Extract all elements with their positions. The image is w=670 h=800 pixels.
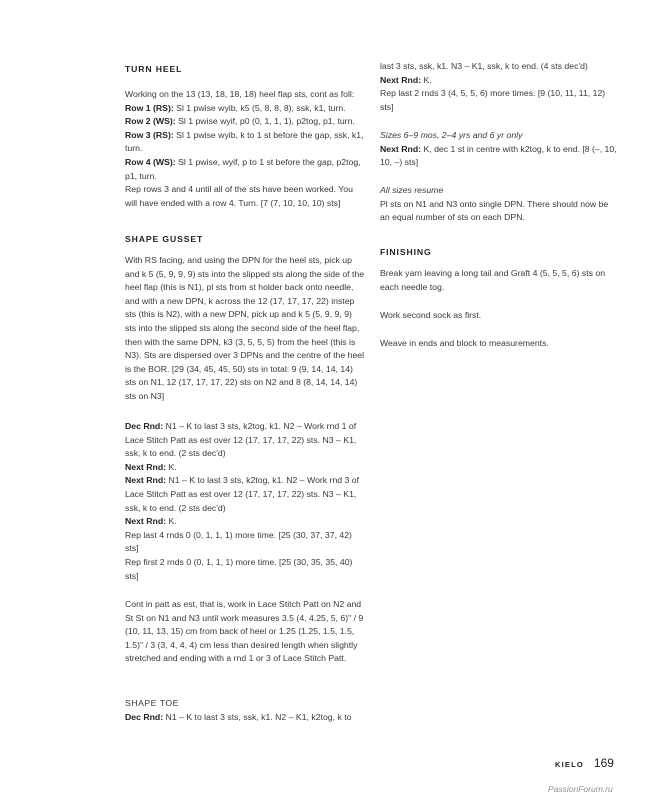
row-3-label: Row 3 (RS): bbox=[125, 129, 174, 140]
gusset-cont: Cont in patt as est, that is, work in Lace Stitch Patt on N2 and St St on N1 and N3 until work measures 3.5 (4, 4.25, 5, 6)" / 9 (10, 11, 13, 15) cm from back of heel or 1.25 (1.25, 1.5, 1.5, 1.5)" / 3 (3, 4, 4, 4) cm less than desired length when slightly stretched and ending with a rnd 1 or 3 of Lace Stitch Patt. bbox=[125, 599, 364, 664]
turn-heel-section bbox=[125, 88, 365, 210]
row-2-label: Row 2 (WS): bbox=[125, 116, 176, 127]
all-sizes-section bbox=[380, 184, 620, 225]
sizes-next-rnd bbox=[380, 143, 620, 170]
gusset-para-1: With RS facing, and using the DPN for the heel sts, pick up and k 5 (5, 9, 9, 9) sts into the slipped sts along the side of the heel flap (this is N1), pl sts from st holder back onto needle, and with a new DPN, k across the 12 (17, 17, 17, 22) instep sts (this is N2), with a new DPN, pick up and k 5 (5, 9, 9, 9) sts into the slipped sts along the second side of the heel flap, then with the same DPN, k3 (3, 5, 5, 5) from the heel (this is N3). Sts are dispersed over 3 DPNs and the centre of the heel is the BOR. [29 (34, 45, 45, 50) sts in total: 9 (9, 14, 14, 14) sts on N1, 12 (17, 17, 17, 22) sts on N2 and 8 (8, 14, 14, 14) sts on N3] bbox=[125, 255, 365, 401]
shape-toe-heading: SHAPE TOE bbox=[125, 698, 179, 708]
toe-next-rnd-label: Next Rnd: bbox=[380, 74, 422, 85]
sizes-next-rnd-label: Next Rnd: bbox=[380, 143, 422, 154]
toe-dec-rnd-text: N1 – K to last 3 sts, ssk, k1. N2 – K1, k2tog, k to bbox=[163, 712, 352, 722]
all-sizes-label: All sizes resume bbox=[380, 185, 444, 195]
row-3 bbox=[125, 129, 365, 156]
row-2-text: Sl 1 pwise wyif, p0 (0, 1, 1, 1), p2tog, p1, turn. bbox=[175, 116, 355, 127]
finishing-p2: Work second sock as first. bbox=[380, 310, 482, 320]
next-rnd-2 bbox=[125, 474, 365, 515]
rep-last-4: Rep last 4 rnds 0 (0, 1, 1, 1) more time. [25 (30, 37, 37, 42) sts] bbox=[125, 529, 352, 554]
row-4-label: Row 4 (WS): bbox=[125, 156, 176, 167]
next-rnd-1-text: K. bbox=[166, 461, 177, 472]
finishing-heading: FINISHING bbox=[380, 247, 432, 257]
row-1-label: Row 1 (RS): bbox=[125, 102, 174, 113]
row-4 bbox=[125, 156, 365, 183]
row-4-text: Sl 1 pwise, wyif, p to 1 st before the gap, p2tog, p1, turn. bbox=[125, 156, 361, 181]
toe-dec-rnd-label: Dec Rnd: bbox=[125, 712, 164, 722]
toe-next-rnd bbox=[380, 74, 620, 88]
row-3-text: Sl 1 pwise wyib, k to 1 st before the gap, ssk, k1, turn. bbox=[125, 129, 364, 154]
all-sizes-text: Pl sts on N1 and N3 onto single DPN. There should now be an equal number of sts on each DPN. bbox=[380, 198, 609, 223]
dec-rnd-1-text: N1 – K to last 3 sts, k2tog, k1. N2 – Work rnd 1 of Lace Stitch Patt as est over 12 (17, 17, 17, 22) sts. N3 – K1, ssk, k to end. (2 sts dec'd) bbox=[125, 421, 357, 459]
shape-gusset-heading: SHAPE GUSSET bbox=[125, 234, 204, 244]
next-rnd-2-label: Next Rnd: bbox=[125, 475, 167, 486]
dec-rnd-1 bbox=[125, 420, 365, 461]
rep-first-2: Rep first 2 rnds 0 (0, 1, 1, 1) more time. [25 (30, 35, 35, 40) sts] bbox=[125, 556, 353, 581]
toe-continued bbox=[380, 60, 620, 114]
dec-rnd-1-label: Dec Rnd: bbox=[125, 421, 164, 431]
toe-next-rnd-text: K. bbox=[421, 74, 432, 85]
next-rnd-3 bbox=[125, 515, 365, 529]
next-rnd-1 bbox=[125, 461, 365, 475]
book-title: KIELO bbox=[555, 760, 584, 769]
next-rnd-1-label: Next Rnd: bbox=[125, 461, 167, 472]
toe-dec-rnd bbox=[125, 711, 365, 725]
watermark: PassionForum.ru bbox=[548, 784, 613, 794]
row-2 bbox=[125, 115, 365, 129]
toe-cont-text: last 3 sts, ssk, k1. N3 – K1, ssk, k to end. (4 sts dec'd) bbox=[380, 61, 588, 71]
sizes-section bbox=[380, 129, 620, 170]
row-1-text: Sl 1 pwise wyib, k5 (5, 8, 8, 8), ssk, k1, turn. bbox=[173, 102, 346, 113]
finishing-p1: Break yarn leaving a long tail and Graft 4 (5, 5, 5, 6) sts on each needle tog. bbox=[380, 268, 606, 292]
next-rnd-2-text: N1 – K to last 3 sts, k2tog, k1. N2 – Work rnd 3 of Lace Stitch Patt as est over 12 (17, 17, 17, 22) sts. N3 – K1, ssk, k to end. (2 sts dec'd) bbox=[125, 475, 360, 513]
sizes-next-rnd-text: K, dec 1 st in centre with k2tog, k to end. [8 (–, 10, 10, –) sts] bbox=[380, 143, 617, 168]
turn-heel-outro: Rep rows 3 and 4 until all of the sts have been worked. You will have ended with a row 4. Turn. [7 (7, 10, 10, 10) sts] bbox=[125, 184, 353, 208]
turn-heel-heading: TURN HEEL bbox=[125, 64, 183, 74]
page-footer bbox=[555, 757, 614, 772]
next-rnd-3-label: Next Rnd: bbox=[125, 516, 167, 527]
finishing-p3: Weave in ends and block to measurements. bbox=[380, 338, 549, 348]
gusset-dec-section bbox=[125, 420, 365, 583]
turn-heel-intro: Working on the 13 (13, 18, 18, 18) heel flap sts, cont as foll: bbox=[125, 89, 355, 99]
next-rnd-3-text: K. bbox=[166, 516, 177, 527]
toe-rep: Rep last 2 rnds 3 (4, 5, 5, 6) more times. [9 (10, 11, 11, 12) sts] bbox=[380, 88, 606, 112]
row-1 bbox=[125, 102, 365, 116]
page-number: 169 bbox=[593, 756, 614, 770]
sizes-label: Sizes 6–9 mos, 2–4 yrs and 6 yr only bbox=[380, 130, 523, 140]
